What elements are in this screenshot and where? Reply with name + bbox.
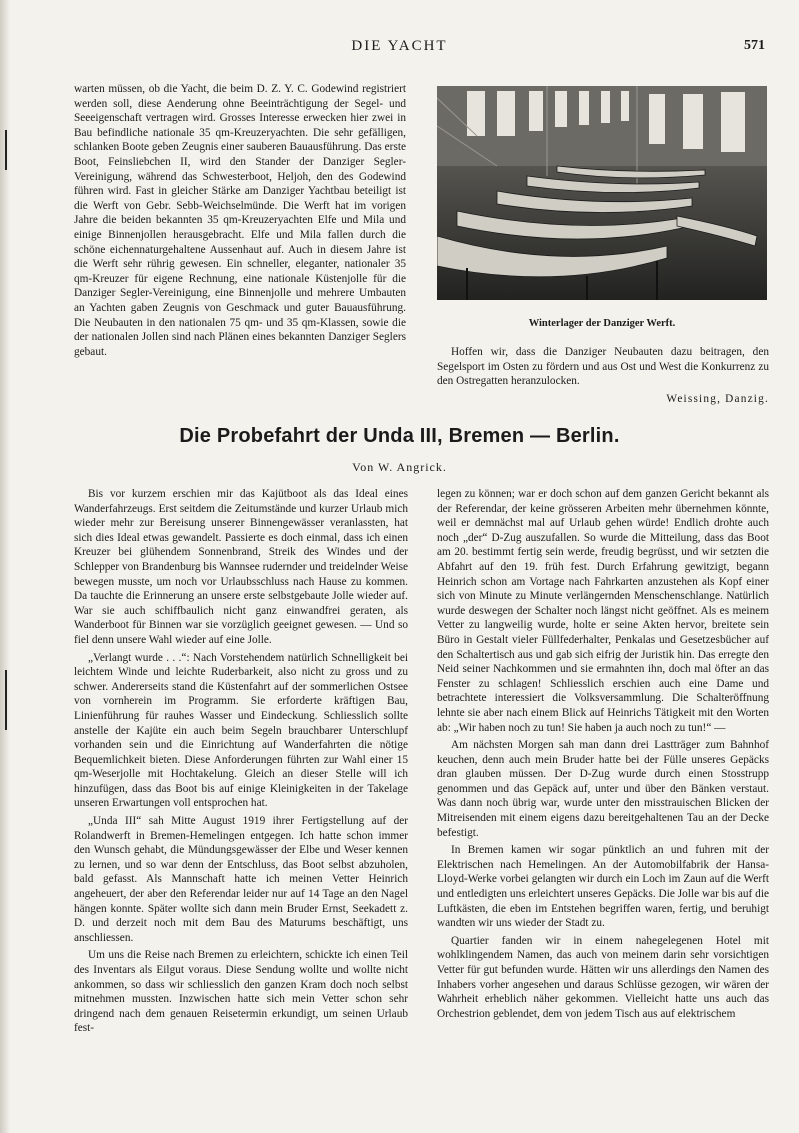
page-number: 571 [744, 38, 765, 53]
margin-mark [5, 130, 7, 170]
paragraph: Am nächsten Morgen sah man dann drei Lastträger zum Bahnhof keuchen, denn auch mein Bruder hatte bei der Fülle unseres Gepäcks dran glauben müssen. Der D-Zug wurde durch einen Stosstrupp genommen und das Gepäck auf, unter und über den Bänken verstaut. Was dann noch übrig war, wurde unter den misstrauischen Blicken der Mitreisenden mit einem eigens dazu bereitgehaltenen Tau an der Decke befestigt. [437, 739, 769, 839]
article-byline: Von W. Angrick. [352, 460, 447, 474]
author-signature: Weissing, Danzig. [666, 392, 769, 405]
margin-mark [5, 670, 7, 730]
journal-title: DIE YACHT [351, 38, 448, 54]
paragraph: „Verlangt wurde . . .“: Nach Vorstehendem natürlich Schnelligkeit bei leichtem Winde und leichte Ruderbarkeit, also nicht zu gross und zu schwer. Andererseits stand die Küstenfahrt auf der sommerlichen Ostsee von vornherein im Programm. Sie erforderte kräftigen Bau, Linienführung für rauhes Wasser und Eindeckung. Schliesslich sollte anstelle der Kajüte ein auch beim Segeln brauchbarer Unterschlupf vorhanden sein und die Einrichtung auf Wanderfahrten die nötige Bequemlichkeit bieten. Diese Anforderungen führten zur Wahl einer 15 qm-Weserjolle mit Hochtakelung. Gleich an dieser Stelle will ich hinzufügen, dass das Boot bis auf einige Kleinigkeiten in der Takelage unseren Erwartungen voll entsprochen hat. [74, 651, 408, 810]
paragraph: Quartier fanden wir in einem nahegelegenen Hotel mit wohlklingendem Namen, das auch von meinem darin sehr vorsichtigen Vetter für gut befunden wurde. Hätten wir uns allerdings den Namen des Inhabers vorher angesehen und daraus Schlüsse gezogen, wir wären der Wahrheit erheblich näher gekommen. Vielleicht hatte uns auch das Orchestrion geblendet, dem von jedem Tisch aus auf elektrischem [437, 934, 769, 1020]
article-column-right [437, 487, 769, 1021]
paragraph: In Bremen kamen wir sogar pünktlich an und fuhren mit der Elektrischen nach Hemelingen. An der Automobilfabrik der Hansa-Lloyd-Werke vorbei gelangten wir durch ein Loch im Zaun auf die Werft und entledigten uns erleichtert unseres Gepäcks. Die Jolle war bis auf die Luftkästen, die eben im Entstehen begriffen waren, fertig, und beruhigt wandten wir uns wieder der Stadt zu. [437, 844, 769, 930]
paragraph: legen zu können; war er doch schon auf dem ganzen Gericht bekannt als der Referendar, der keine grösseren Arbeiten mehr übernehmen könnte, weil er demnächst mal auf Urlaub gehen würde! Endlich drohte auch noch „der“ D-Zug auszufallen. So wurde die Mitteilung, dass das Boot am 20. bestimmt fertig sein werde, freudig begrüsst, und wir setzten die Abfahrt auf den 19. früh fest. Durch Erfahrung gewitzigt, begann Heinrich schon am Vortage nach Fahrkarten anzustehen als Kopf einer sich von Minute zu Minute verlängernden Menschenschlange. Natürlich wurde deswegen der Schalter noch längst nicht geöffnet. Als es meinem Vetter zu langweilig wurde, holte er seine Akten hervor, breitete sein Büro in Gestalt vieler Füllfederhalter, Penkalas und Gesetzesbücher auf den Schaltertisch aus und gab sich eifrig der Juristik hin. Das erregte den Neid seiner Nachkommen und sie ermahnten ihn, doch mal öfter an das Fenster zu schlagen! Schliesslich erschien auch eine Dame und betrachtete interessiert die Volksversammlung. Die Schalteröffnung lehnte sie aber nach einem Blick auf Heinrichs Tätigkeit mit den Worten ab: „Wir haben noch zu tun! Sie haben ja auch noch zu tun!“ — [437, 488, 769, 734]
paragraph: „Unda III“ sah Mitte August 1919 ihrer Fertigstellung auf der Rolandwerft in Bremen-Hemelingen entgegen. Ich hatte schon immer den Wunsch gehabt, die Mündungsgewässer der Elbe und Weser kennen zu lernen, und so war denn der Entschluss, das Boot selbst abzuholen, bald gefasst. Als Mannschaft hatte ich meinen Vetter Heinrich angeheuert, der aber den Referendar leider nur auf 14 Tage an den Nagel hängen konnte. Später wollte sich dann mein Bruder Ernst, Seekadett z. D. und derzeit noch mit dem Bau des Maturums beschäftigt, uns anschliessen. [74, 815, 408, 944]
winter-storage-image [437, 86, 767, 300]
shipyard-photo [437, 86, 767, 300]
paragraph: warten müssen, ob die Yacht, die beim D. Z. Y. C. Godewind registriert werden soll, diese Aenderung ohne Beeinträchtigung der Segel- und Seeeigenschaft vertragen wird. Grosses Interesse erwecken hier zwei in Bau befindliche nationale 35 qm-Kreuzeryachten. Die sehr gefälligen, schlanken Boote geben Zeugnis einer sauberen Bauausführung. Das erste Boot, Feinsliebchen II, wird den Stander der Danziger Segler-Vereinigung, während das Schwesterboot, Heljoh, den des Godewind führen wird. Fast in gleicher Stärke am Danziger Yachtbau beteiligt ist die Werft von Gebr. Sebb-Weichselmünde. Die Werft hat im vorigen Jahre die beiden bekannten 35 qm-Kreuzeryachten Elfe und Mila und einige Binnenjollen herausgebracht. Elfe und Mila fallen durch die schöne eichennaturgehaltene Aussenhaut auf. Auch in diesem Jahre ist die Werft sehr rührig gewesen. Ein schneller, eleganter, nationaler 35 qm-Kreuzer für eigene Rechnung, eine nationale Küstenjolle für die Danziger Segler-Vereinigung, eine Binnenjolle und mehrere Umbauten an Yachten gaben Zeugnis von Geschmack und guter Bauausführung. Die Neubauten in den nationalen 75 qm- und 35 qm-Klassen, sowie die der nationalen Jollen sind nach Plänen eines bekannten Danziger Seglers gebaut. [74, 83, 406, 358]
intro-column-right [437, 345, 769, 406]
paragraph: Um uns die Reise nach Bremen zu erleichtern, schickte ich einen Teil des Inventars als Eilgut voraus. Diese Sendung wollte und wollte nicht ankommen, so dass wir schliesslich den ganzen Kram doch noch selbst mitnehmen mussten. Inzwischen hatte sich mein Vetter schon sehr dringend nach dem genauen Reisetermin erkundigt, um seinen Urlaub fest- [74, 949, 408, 1035]
intro-column-left [74, 82, 406, 359]
paragraph: Hoffen wir, dass die Danziger Neubauten dazu beitragen, den Segelsport im Osten zu fördern und aus Ost und West die Konkurrenz zu den Ostregatten heranzulocken. [437, 346, 769, 388]
article-column-left [74, 487, 408, 1036]
photo-caption: Winterlager der Danziger Werft. [528, 318, 676, 329]
paragraph: Bis vor kurzem erschien mir das Kajütboot als das Ideal eines Wanderfahrzeugs. Erst seitdem die Zeitumstände und kurzer Urlaub mich wieder mehr zur Bereisung unserer Binnengewässer veranlassten, hat sich dies Ideal etwas gewandelt. Passierte es doch einmal, dass ich einen Kreuzer bei glühendem Sonnenbrand, Streik des Windes und der Schlepper von Brandenburg bis Wannsee rudernder und treidelnder Weise bewegen musste, um noch vor Urlaubsschluss nach Hause zu kommen. Da tauchte die Erinnerung an unsere erste selbstgebaute Jolle wieder auf. War sie auch schiffbaulich nicht ganz einwandfrei geraten, als Wanderboot für Binnen war sie vorzüglich geeignet gewesen. — Und so fiel denn unsere Wahl wieder auf eine Jolle. [74, 488, 408, 646]
article-title: Die Probefahrt der Unda III, Bremen — Berlin. [179, 425, 620, 447]
